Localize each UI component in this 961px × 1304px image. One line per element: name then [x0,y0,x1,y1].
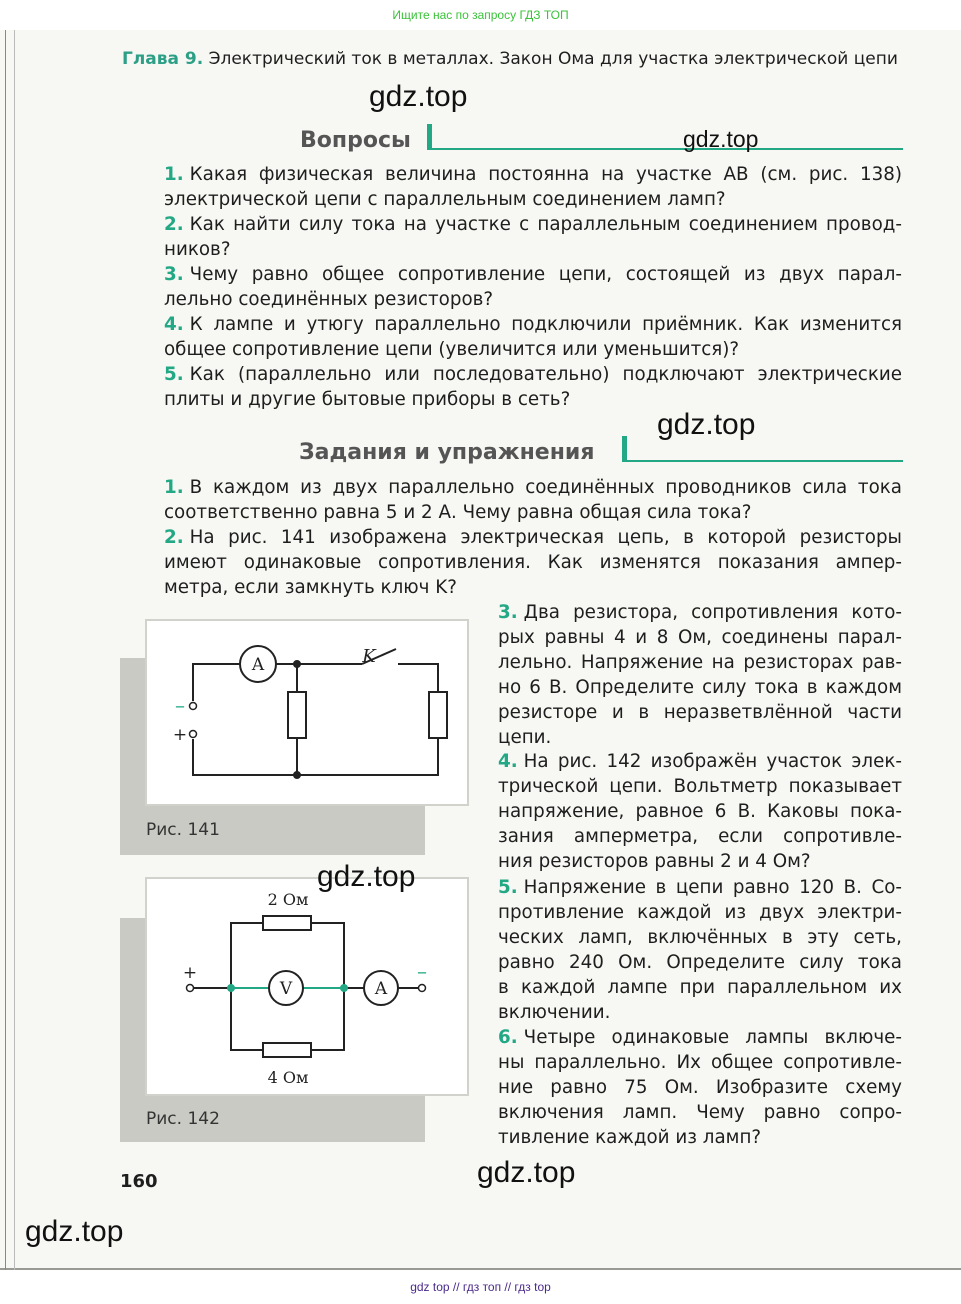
fig141-plus-label: + [172,725,188,745]
watermark: gdz.top [657,408,756,441]
item-number: 2. [164,214,184,235]
top-note: Ищите нас по запросу ГДЗ ТОП [392,8,569,22]
item-text: общее сопротивление цепи (увеличится или уменьшится)? [164,339,740,360]
item-text: Четыре одинаковые лампы включе- [523,1027,902,1048]
item-text: Напряжение в цепи равно 120 В. Со- [523,877,902,898]
item-text: ния резисторов равны 2 и 4 Ом? [498,851,811,872]
watermark: gdz.top [477,1156,576,1189]
item-text: К лампе и утюгу параллельно подключили приёмник. Как изменится [189,314,902,335]
watermark: gdz.top [317,860,416,893]
fig141-circuit [190,646,448,778]
item-text: имеют одинаковые сопротивления. Как изменятся показания ампер- [164,552,902,573]
item-text: Как (параллельно или последовательно) подключают электрические [189,364,902,385]
fig142-junction-right [341,985,347,991]
item-text: ние равно 75 Ом. Изобразите схему [498,1077,902,1098]
fig141-minus-label: – [175,693,185,717]
item-number: 1. [164,164,184,185]
watermark: gdz.top [369,80,468,113]
item-text: лельно. Напряжение на резисторах рав- [498,652,902,673]
fig142-resistor-2ohm [263,916,311,930]
fig142-terminal-plus [187,985,194,992]
fig142-circuit [187,916,426,1057]
item-text: зания амперметра, если сопротивле- [498,826,902,847]
fig142-r1-label: 2 Ом [267,890,309,909]
item-text: Какая физическая величина постоянна на участке AB (см. рис. 138) [189,164,902,185]
item-text: включении. [498,1002,611,1023]
item-text: В каждом из двух параллельно соединённых проводников сила тока [189,477,902,498]
item-text: включения ламп. Чему равно сопро- [498,1102,902,1123]
item-number: 4. [498,751,518,772]
fig142-terminal-minus [419,985,426,992]
item-text: трической цепи. Вольтметр показывает [498,776,902,797]
item-text: напряжение, равное 6 В. Каковы пока- [498,801,902,822]
questions-title: Вопросы [300,128,411,153]
item-text: Чему равно общее сопротивление цепи, состоящей из двух парал- [189,264,902,285]
item-number: 5. [164,364,184,385]
fig142-ammeter-label: A [374,979,388,999]
item-text: но 6 В. Определите силу тока в каждом [498,677,902,698]
item-text: ческих ламп, включённых в эту сеть, [498,927,902,948]
fig142-r2-label: 4 Ом [267,1068,309,1087]
item-number: 1. [164,477,184,498]
fig142-caption: Рис. 142 [146,1109,220,1129]
fig141-resistor-1 [288,692,306,738]
item-text: тивление каждой из ламп? [498,1127,762,1148]
fig141-junction-top [294,661,300,667]
item-text: На рис. 142 изображён участок элек- [523,751,902,772]
item-number: 3. [164,264,184,285]
item-text: лельно соединённых резисторов? [164,289,494,310]
fig142-junction-left [228,985,234,991]
watermark: gdz.top [683,126,759,152]
item-text: Как найти силу тока на участке с параллельным соединением провод- [189,214,902,235]
item-number: 3. [498,602,518,623]
chapter-label: Глава 9. [122,49,204,69]
fig141-terminal-minus [190,703,197,710]
fig141-resistor-2 [429,692,447,738]
item-text: равно 240 Ом. Определите силу тока [498,952,902,973]
fig141-switch-label: K [362,646,376,667]
page-number: 160 [120,1171,158,1192]
item-text: ны параллельно. Их общее сопротивле- [498,1052,902,1073]
item-text: резисторе и в неразветвлённой части [498,702,902,723]
item-text: Два резистора, сопротивления кото- [523,602,902,623]
item-text: противление каждой из двух электри- [498,902,902,923]
fig142-minus-label: – [417,959,427,983]
tasks-title: Задания и упражнения [299,440,595,465]
item-text: цепи. [498,727,552,748]
item-text: плиты и другие бытовые приборы в сеть? [164,389,571,410]
fig141-caption: Рис. 141 [146,820,220,840]
chapter-title: Электрический ток в металлах. Закон Ома для участка электрической цепи [208,49,898,69]
item-number: 2. [164,527,184,548]
item-text: соответственно равна 5 и 2 А. Чему равна общая сила тока? [164,502,752,523]
fig141-junction-bottom [294,772,300,778]
fig142-plus-label: + [182,963,198,983]
item-text: электрической цепи с параллельным соединением ламп? [164,189,726,210]
item-number: 6. [498,1027,518,1048]
fig141-ammeter-label: A [251,655,265,675]
item-text: ников? [164,239,231,260]
item-number: 4. [164,314,184,335]
fig142-resistor-4ohm [263,1043,311,1057]
footer-note: gdz top // гдз топ // гдз top [410,1280,551,1294]
watermark: gdz.top [25,1215,124,1248]
fig142-voltmeter-label: V [279,979,293,999]
item-number: 5. [498,877,518,898]
item-text: рых равны 4 и 8 Ом, соединены парал- [498,627,902,648]
fig141-terminal-plus [190,731,197,738]
fig141-wires [193,664,438,775]
item-text: в каждой лампе при параллельном их [498,977,902,998]
item-text: На рис. 141 изображена электрическая цепь, в которой резисторы [189,527,902,548]
item-text: метра, если замкнуть ключ K? [164,577,457,598]
